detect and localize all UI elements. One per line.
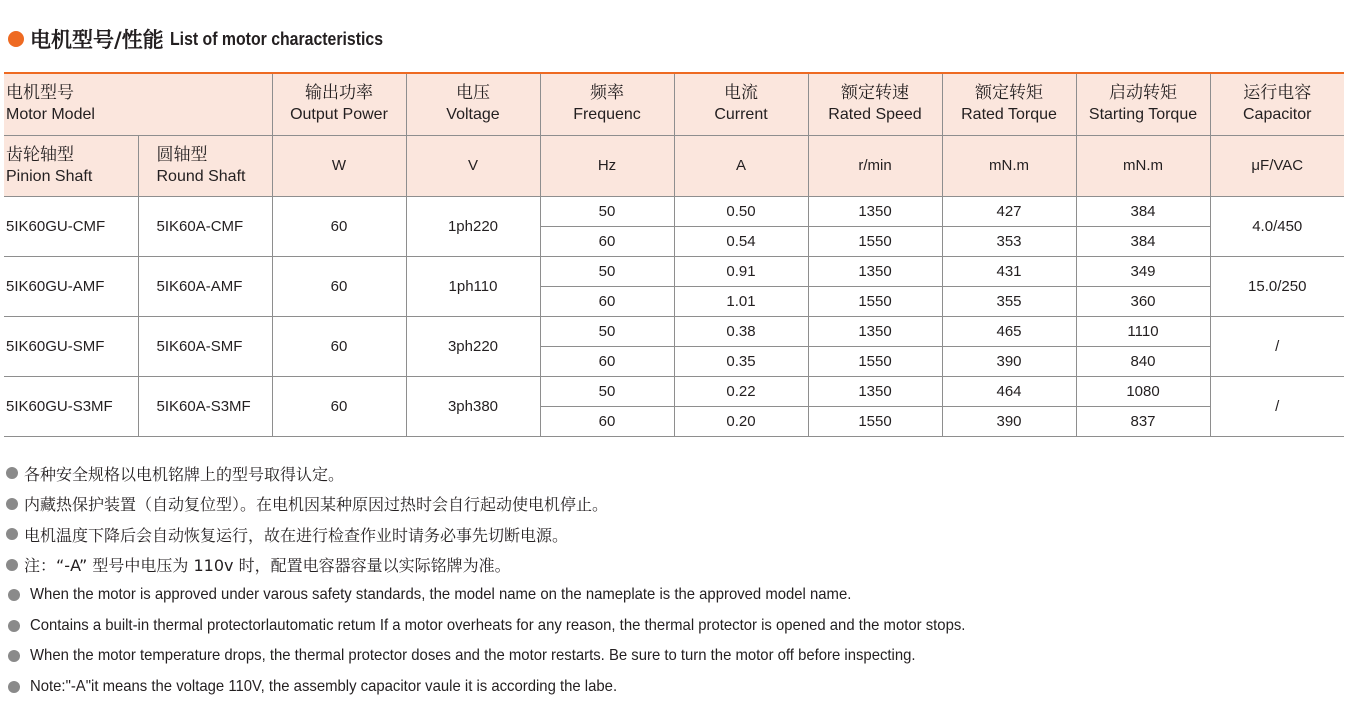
rated-speed-cell: 1550 bbox=[808, 406, 942, 436]
title-en: List of motor characteristics bbox=[169, 28, 383, 49]
header-row-units bbox=[4, 135, 1344, 196]
note-item: When the motor temperature drops, the thermal protector doses and the motor restarts. Be sure to turn the motor off before inspecting. bbox=[6, 641, 1336, 672]
rated-speed-cell: 1550 bbox=[808, 346, 942, 376]
header-rated-speed: 额定转速 Rated Speed bbox=[808, 73, 942, 135]
rated-torque-cell: 390 bbox=[942, 406, 1076, 436]
table-row bbox=[4, 196, 1344, 226]
unit-cell: V bbox=[406, 135, 540, 196]
current-cell: 0.20 bbox=[674, 406, 808, 436]
bullet-icon bbox=[8, 650, 20, 662]
header-voltage: 电压 Voltage bbox=[406, 73, 540, 135]
motor-spec-table bbox=[4, 72, 1344, 437]
current-cell: 0.38 bbox=[674, 316, 808, 346]
capacitor-cell: 15.0/250 bbox=[1210, 256, 1344, 316]
bullet-icon bbox=[8, 620, 20, 632]
starting-torque-cell: 360 bbox=[1076, 286, 1210, 316]
title-zh: 电机型号/性能 bbox=[30, 28, 164, 52]
starting-torque-cell: 349 bbox=[1076, 256, 1210, 286]
round-shaft-model: 5IK60A-AMF bbox=[138, 256, 272, 316]
frequency-cell: 60 bbox=[540, 406, 674, 436]
bullet-icon bbox=[8, 589, 20, 601]
rated-speed-cell: 1350 bbox=[808, 256, 942, 286]
capacitor-cell: 4.0/450 bbox=[1210, 196, 1344, 256]
header-round-shaft: 圆轴型 Round Shaft bbox=[138, 135, 272, 196]
orange-dot-icon bbox=[8, 31, 24, 47]
header-motor-model: 电机型号 Motor Model bbox=[4, 73, 272, 135]
output-power-cell: 60 bbox=[272, 256, 406, 316]
output-power-cell: 60 bbox=[272, 376, 406, 436]
unit-cell: r/min bbox=[808, 135, 942, 196]
header-pinion-shaft: 齿轮轴型 Pinion Shaft bbox=[4, 135, 138, 196]
rated-speed-cell: 1350 bbox=[808, 376, 942, 406]
frequency-cell: 50 bbox=[540, 256, 674, 286]
rated-torque-cell: 464 bbox=[942, 376, 1076, 406]
rated-torque-cell: 355 bbox=[942, 286, 1076, 316]
rated-torque-cell: 427 bbox=[942, 196, 1076, 226]
rated-torque-cell: 465 bbox=[942, 316, 1076, 346]
voltage-cell: 3ph220 bbox=[406, 316, 540, 376]
voltage-cell: 1ph220 bbox=[406, 196, 540, 256]
current-cell: 0.22 bbox=[674, 376, 808, 406]
unit-cell: mN.m bbox=[1076, 135, 1210, 196]
frequency-cell: 50 bbox=[540, 316, 674, 346]
notes-list bbox=[6, 458, 1336, 702]
header-frequency: 频率 Frequenc bbox=[540, 73, 674, 135]
note-item: Contains a built-in thermal protectorlautomatic retum If a motor overheats for any reason, the thermal protector is opened and the motor stops. bbox=[6, 611, 1336, 642]
capacitor-cell: / bbox=[1210, 316, 1344, 376]
round-shaft-model: 5IK60A-CMF bbox=[138, 196, 272, 256]
bullet-icon bbox=[6, 528, 18, 540]
frequency-cell: 50 bbox=[540, 196, 674, 226]
note-item: 内藏热保护装置（自动复位型）。在电机因某种原因过热时会自行起动使电机停止。 bbox=[6, 489, 1336, 520]
unit-cell: mN.m bbox=[942, 135, 1076, 196]
unit-cell: μF/VAC bbox=[1210, 135, 1344, 196]
note-item: Note:"-A"it means the voltage 110V, the assembly capacitor vaule it is according the labe. bbox=[6, 672, 1336, 703]
bullet-icon bbox=[8, 681, 20, 693]
header-output-power: 输出功率 Output Power bbox=[272, 73, 406, 135]
unit-cell: Hz bbox=[540, 135, 674, 196]
current-cell: 0.35 bbox=[674, 346, 808, 376]
starting-torque-cell: 1080 bbox=[1076, 376, 1210, 406]
rated-speed-cell: 1550 bbox=[808, 226, 942, 256]
voltage-cell: 3ph380 bbox=[406, 376, 540, 436]
pinion-shaft-model: 5IK60GU-AMF bbox=[4, 256, 138, 316]
voltage-cell: 1ph110 bbox=[406, 256, 540, 316]
current-cell: 0.91 bbox=[674, 256, 808, 286]
table-row bbox=[4, 376, 1344, 406]
note-item: 注：“-A” 型号中电压为 110v 时，配置电容器容量以实际铭牌为准。 bbox=[6, 550, 1336, 581]
frequency-cell: 60 bbox=[540, 286, 674, 316]
frequency-cell: 50 bbox=[540, 376, 674, 406]
note-item: 各种安全规格以电机铭牌上的型号取得认定。 bbox=[6, 458, 1336, 489]
pinion-shaft-model: 5IK60GU-SMF bbox=[4, 316, 138, 376]
header-rated-torque: 额定转矩 Rated Torque bbox=[942, 73, 1076, 135]
starting-torque-cell: 384 bbox=[1076, 196, 1210, 226]
round-shaft-model: 5IK60A-SMF bbox=[138, 316, 272, 376]
rated-torque-cell: 431 bbox=[942, 256, 1076, 286]
frequency-cell: 60 bbox=[540, 346, 674, 376]
frequency-cell: 60 bbox=[540, 226, 674, 256]
starting-torque-cell: 1110 bbox=[1076, 316, 1210, 346]
header-capacitor: 运行电容 Capacitor bbox=[1210, 73, 1344, 135]
note-item: When the motor is approved under varous safety standards, the model name on the nameplate is the approved model name. bbox=[6, 580, 1336, 611]
starting-torque-cell: 840 bbox=[1076, 346, 1210, 376]
bullet-icon bbox=[6, 498, 18, 510]
current-cell: 1.01 bbox=[674, 286, 808, 316]
rated-speed-cell: 1350 bbox=[808, 196, 942, 226]
rated-torque-cell: 390 bbox=[942, 346, 1076, 376]
current-cell: 0.54 bbox=[674, 226, 808, 256]
header-current: 电流 Current bbox=[674, 73, 808, 135]
rated-speed-cell: 1350 bbox=[808, 316, 942, 346]
table-row bbox=[4, 256, 1344, 286]
pinion-shaft-model: 5IK60GU-CMF bbox=[4, 196, 138, 256]
section-title bbox=[8, 24, 412, 54]
capacitor-cell: / bbox=[1210, 376, 1344, 436]
output-power-cell: 60 bbox=[272, 196, 406, 256]
bullet-icon bbox=[6, 467, 18, 479]
round-shaft-model: 5IK60A-S3MF bbox=[138, 376, 272, 436]
output-power-cell: 60 bbox=[272, 316, 406, 376]
rated-speed-cell: 1550 bbox=[808, 286, 942, 316]
header-row-names bbox=[4, 73, 1344, 135]
bullet-icon bbox=[6, 559, 18, 571]
starting-torque-cell: 837 bbox=[1076, 406, 1210, 436]
unit-cell: W bbox=[272, 135, 406, 196]
header-starting-torque: 启动转矩 Starting Torque bbox=[1076, 73, 1210, 135]
table-row bbox=[4, 316, 1344, 346]
pinion-shaft-model: 5IK60GU-S3MF bbox=[4, 376, 138, 436]
current-cell: 0.50 bbox=[674, 196, 808, 226]
unit-cell: A bbox=[674, 135, 808, 196]
starting-torque-cell: 384 bbox=[1076, 226, 1210, 256]
note-item: 电机温度下降后会自动恢复运行，故在进行检查作业时请务必事先切断电源。 bbox=[6, 519, 1336, 550]
rated-torque-cell: 353 bbox=[942, 226, 1076, 256]
